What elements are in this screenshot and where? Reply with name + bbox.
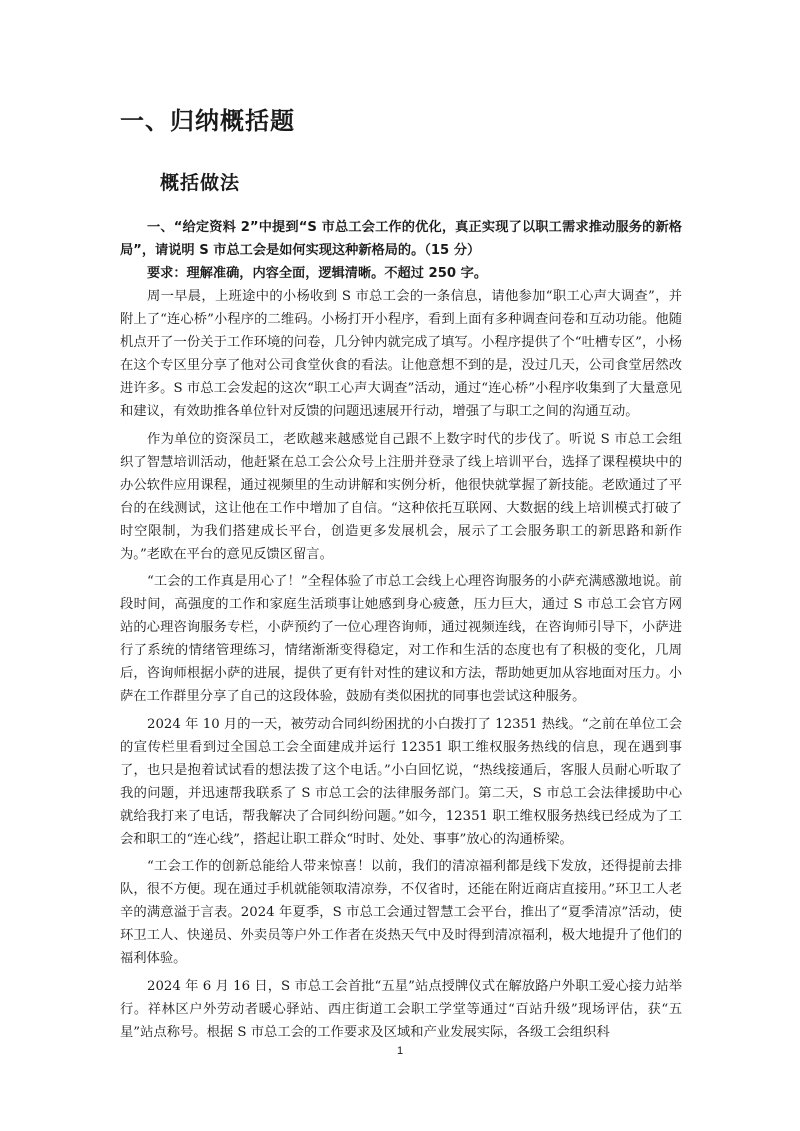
question-requirement: 要求：理解准确，内容全面，逻辑清晰。不超过 250 字。: [147, 266, 488, 281]
paragraph-4: 2024 年 10 月的一天，被劳动合同纠纷困扰的小白拨打了 12351 热线。“之前在单位工会的宣传栏里看到过全国总工会全面建成并运行 12351 职工维权服务热线的信息，现在遇到事了，也只是抱着试试看的想法拨了这个电话。”小白回忆说，“热线接通后，客服人员耐心听取了我的问题，并迅速帮我联系了 S 市总工会的法律服务部门。第二天，S 市总工会法律援助中心就给我打来了电话，帮我解决了合同纠纷问题。”如今，12351 职工维权服务热线已经成为了工会和职工的“连心线”，搭起让职工群众“时时、处处、事事”放心的沟通桥梁。: [120, 716, 682, 847]
paragraph-1: 周一早晨，上班途中的小杨收到 S 市总工会的一条信息，请他参加“职工心声大调查”，并附上了“连心桥”小程序的二维码。小杨打开小程序，看到上面有多种调查问卷和互动功能。他随机点开了一份关于工作环境的问卷，几分钟内就完成了填写。小程序提供了个“吐槽专区”，小杨在这个专区里分享了他对公司食堂伙食的看法。让他意想不到的是，没过几天，公司食堂居然改进许多。S 市总工会发起的这次“职工心声大调查”活动，通过“连心桥”小程序收集到了大量意见和建议，有效助推各单位针对反馈的问题迅速展开行动，增强了与职工之间的沟通互动。: [120, 289, 682, 419]
question-block: [120, 216, 682, 285]
page-title: 一、归纳概括题: [120, 107, 295, 135]
page-number: 1: [396, 1045, 404, 1057]
question-text: 一、“给定资料 2”中提到“S 市总工会工作的优化，真正实现了以职工需求推动服务的新格局”，请说明 S 市总工会是如何实现这种新格局的。（15 分）: [120, 220, 682, 258]
paragraph-2: 作为单位的资深员工，老欧越来越感觉自己跟不上数字时代的步伐了。听说 S 市总工会组织了智慧培训活动，他赶紧在总工会公众号上注册并登录了线上培训平台，选择了课程模块中的办公软件应用课程，通过视频里的生动讲解和实例分析，他很快就掌握了新技能。老欧通过了平台的在线测试，这让他在工作中增加了自信。“这种依托互联网、大数据的线上培训模式打破了时空限制，为我们搭建成长平台，创造更多发展机会，展示了工会服务职工的新思路和新作为。”老欧在平台的意见反馈区留言。: [120, 431, 682, 562]
material-body: [120, 285, 682, 1048]
section-title: 概括做法: [160, 172, 241, 194]
paragraph-3: “工会的工作真是用心了！”全程体验了市总工会线上心理咨询服务的小萨充满感激地说。前段时间，高强度的工作和家庭生活琐事让她感到身心疲惫，压力巨大，通过 S 市总工会官方网站的心理咨询服务专栏，小萨预约了一位心理咨询师，通过视频连线，在咨询师引导下，小萨进行了系统的情绪管理练习，情绪渐渐变得稳定，对工作和生活的态度也有了积极的变化，几周后，咨询师根据小萨的进展，提供了更有针对性的建议和方法，帮助她更加从容地面对压力。小萨在工作群里分享了自己的这段体验，鼓励有类似困扰的同事也尝试这种服务。: [120, 574, 682, 704]
paragraph-5: “工会工作的创新总能给人带来惊喜！以前，我们的清凉福利都是线下发放，还得提前去排队，很不方便。现在通过手机就能领取清凉券，不仅省时，还能在附近商店直接用。”环卫工人老辛的满意溢于言表。2024 年夏季，S 市总工会通过智慧工会平台，推出了“夏季清凉”活动，使环卫工人、快递员、外卖员等户外工作者在炎热天气中及时得到清凉福利，极大地提升了他们的福利体验。: [120, 859, 682, 966]
paragraph-6: 2024 年 6 月 16 日，S 市总工会首批“五星”站点授牌仪式在解放路户外职工爱心接力站举行。祥林区户外劳动者暖心驿站、西庄街道工会职工学堂等通过“百站升级”现场评估，获“五星”站点称号。根据 S 市总工会的工作要求及区域和产业发展实际，各级工会组织科: [120, 978, 682, 1040]
